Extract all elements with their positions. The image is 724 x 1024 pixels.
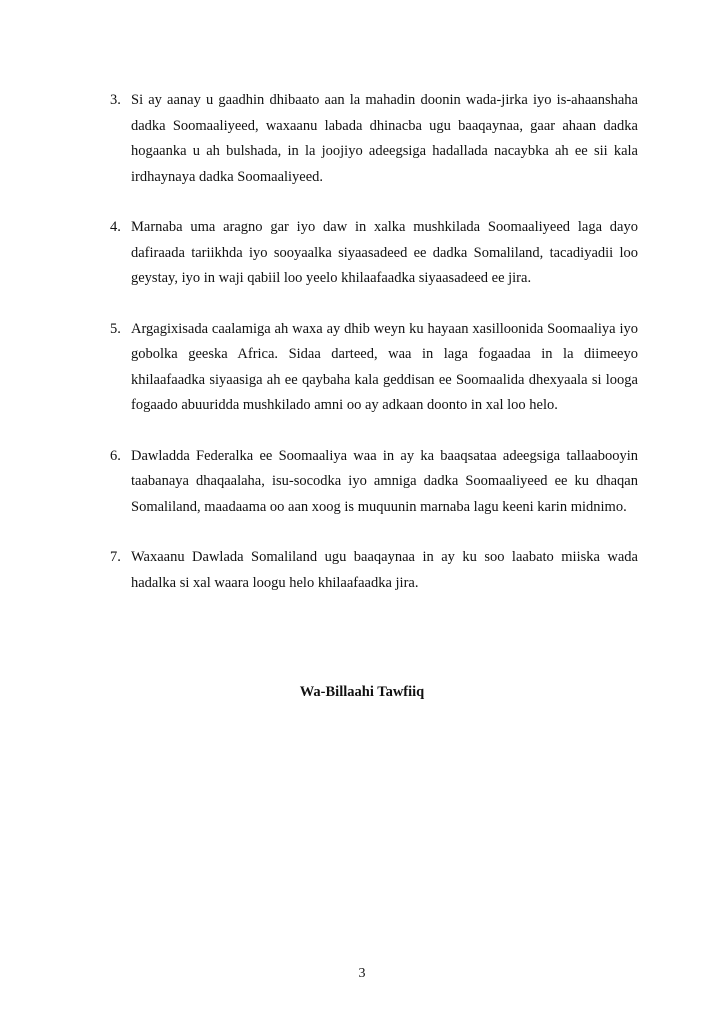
list-item-6 bbox=[110, 444, 638, 521]
list-item-text: Marnaba uma aragno gar iyo daw in xalka mushkilada Soomaaliyeed laga dayo dafiraada tariikhda iyo sooyaalka siyaasadeed ee dadka Somaliland, tacadiyadii loo geystay, iyo in waji qabiil loo yeelo khilaafaadka siyaasadeed ee jira. bbox=[131, 219, 638, 286]
closing-line: Wa-Billaahi Tawfiiq bbox=[299, 684, 425, 700]
list-item-text: Dawladda Federalka ee Soomaaliya waa in ay ka baaqsataa adeegsiga tallaabooyin taabanaya dhaqaalaha, isu-socodka iyo amniga dadka Soomaaliyeed ee ku dhaqan Somaliland, maadaama oo aan xoog is muquunin marnaba lagu keeni karin midnimo. bbox=[131, 447, 638, 515]
list-item-number: 4. bbox=[110, 219, 121, 235]
list-item-7 bbox=[110, 545, 638, 596]
list-item-text: Waxaanu Dawlada Somaliland ugu baaqaynaa in ay ku soo laabato miiska wada hadalka si xal waara loogu helo khilaafaadka jira. bbox=[131, 549, 638, 591]
list-item-text: Argagixisada caalamiga ah waxa ay dhib weyn ku hayaan xasilloonida Soomaaliya iyo gobolka geeska Africa. Sidaa darteed, waa in laga fogaadaa in la diimeeyo khilaafaadka siyaasiga ah ee qaybaha kala geddisan ee Soomaalida dhexyaala si looga fogaado abuuridda mushkilado amni oo ay adkaan doonto in xal loo helo. bbox=[131, 320, 638, 413]
list-item-number: 7. bbox=[110, 549, 121, 565]
list-item-5 bbox=[110, 317, 638, 419]
list-item-3 bbox=[110, 88, 638, 190]
numbered-list bbox=[110, 88, 638, 621]
list-item-number: 6. bbox=[110, 447, 121, 464]
list-item-number: 3. bbox=[110, 92, 121, 108]
list-item-4 bbox=[110, 215, 638, 292]
list-item-number: 5. bbox=[110, 320, 121, 337]
list-item-text: Si ay aanay u gaadhin dhibaato aan la mahadin doonin wada-jirka iyo is-ahaanshaha dadka Soomaaliyeed, waxaanu labada dhinacba ugu baaqaynaa, gaar ahaan dadka hogaanka u ah bulshada, in la joojiyo adeegsiga hadallada nacaybka ah ee sii kala irdhaynaya dadka Soomaaliyeed. bbox=[131, 92, 638, 185]
page-number: 3 bbox=[358, 966, 366, 981]
